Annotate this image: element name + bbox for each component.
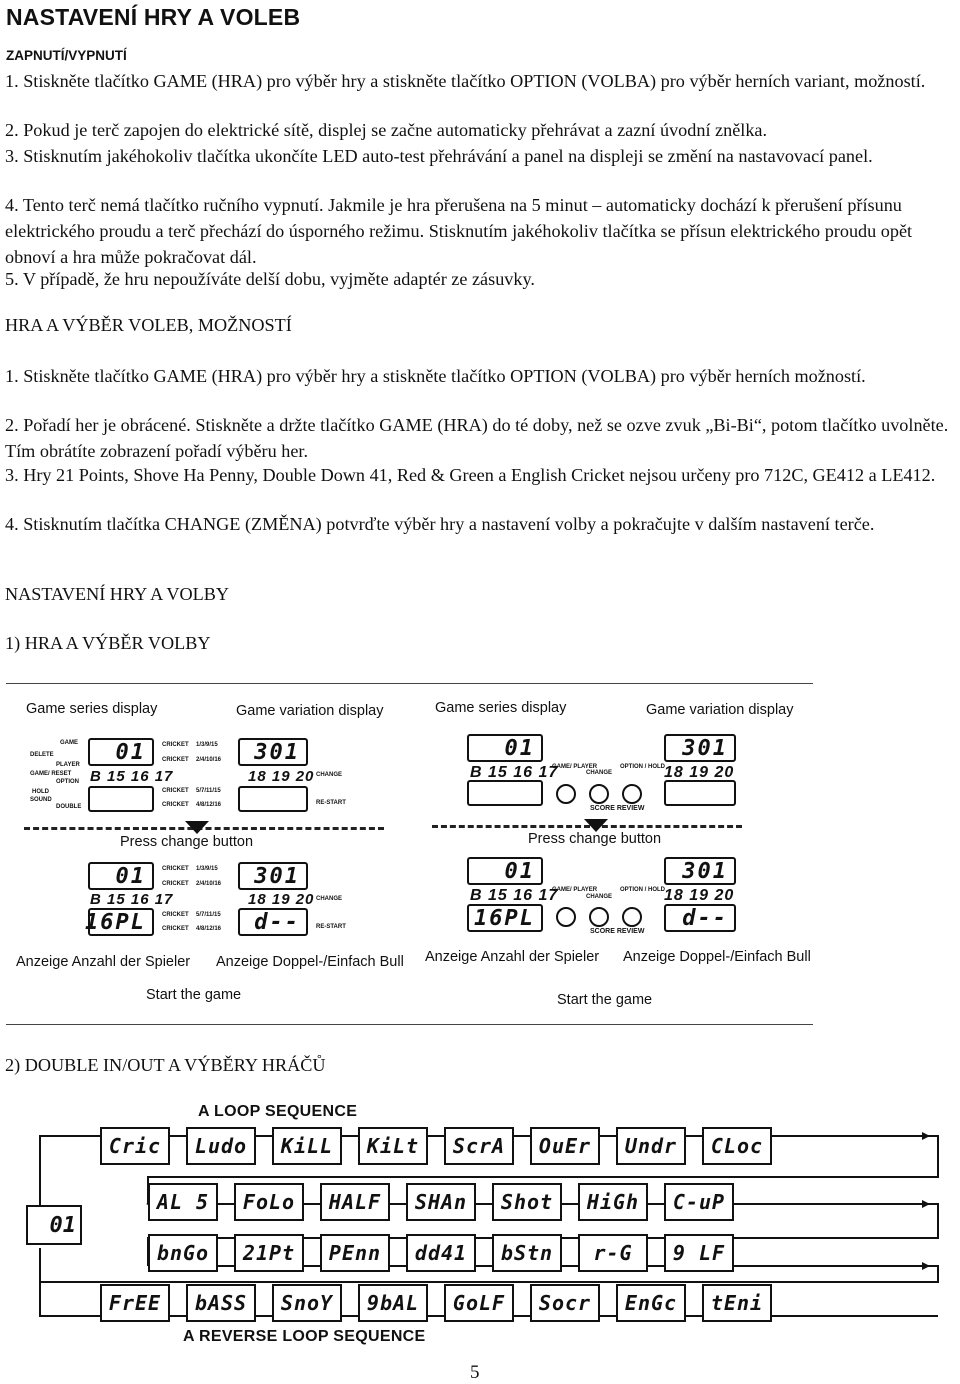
loop-display-r2-6: HiGh — [578, 1183, 648, 1221]
lcd-variation-bottom-left: 301 — [238, 862, 308, 890]
left-btn-label-option: OPTION — [56, 779, 80, 785]
loop-display-r3-2: 21Pt — [234, 1234, 304, 1272]
left-btn-label-double: DOUBLE — [56, 804, 82, 810]
game-select-heading: HRA A VÝBĚR VOLEB, MOŽNOSTÍ — [5, 315, 292, 335]
cricket-label-b4: CRICKET — [162, 926, 189, 932]
cricket-value-3: 5/7/11/15 — [196, 788, 221, 794]
left-btn-label-reset: GAME/ RESET — [30, 771, 72, 777]
loop-display-r1-3: KiLL — [272, 1127, 342, 1165]
game-player-button[interactable] — [556, 784, 576, 804]
sub-heading-2: 2) DOUBLE IN/OUT A VÝBĚRY HRÁČŮ — [5, 1055, 326, 1075]
loop-display-r3-3: PEnn — [320, 1234, 390, 1272]
dart-numbers-bottom-left: B 15 16 17 — [90, 891, 174, 908]
game-player-button-b[interactable] — [556, 907, 576, 927]
section2-heading: NASTAVENÍ HRY A VOLBY — [5, 584, 230, 604]
label-players-right: Anzeige Anzahl der Spieler — [425, 949, 600, 965]
cricket-value-2: 2/4/10/16 — [196, 757, 222, 763]
loop-display-r4-8: tEni — [702, 1284, 772, 1322]
loop-display-r1-8: CLoc — [702, 1127, 772, 1165]
on-off-item-1: 1. Stiskněte tlačítko GAME (HRA) pro výběr hry a stiskněte tlačítko OPTION (VOLBA) pro výběr herních variant, možností. — [5, 71, 926, 91]
loop-display-r1-2: Ludo — [186, 1127, 256, 1165]
label-variation-left: Game variation display — [236, 703, 384, 719]
dart-numbers-right-left: 18 19 20 — [248, 768, 315, 785]
cricket-value-b3: 5/7/11/15 — [196, 912, 221, 918]
left-restart-label-b: RE-START — [316, 924, 346, 930]
loop-display-r2-5: Shot — [492, 1183, 562, 1221]
loop-display-r1-7: Undr — [616, 1127, 686, 1165]
right-game-player-label-b: GAME/ PLAYER — [552, 887, 598, 893]
change-button-b[interactable] — [589, 907, 609, 927]
option-hold-button[interactable] — [622, 784, 642, 804]
page-title: NASTAVENÍ HRY A VOLEB — [6, 4, 301, 30]
on-off-item-5: 5. V případě, že hru nepoužíváte delší dobu, vyjměte adaptér ze zásuvky. — [5, 269, 535, 289]
left-btn-label-game: GAME — [60, 740, 78, 746]
loop-display-r4-1: FrEE — [100, 1284, 170, 1322]
dart-numbers-top-right-b: 18 19 20 — [664, 764, 735, 781]
right-game-player-label: GAME/ PLAYER — [552, 764, 598, 770]
left-btn-label-player: PLAYER — [56, 762, 80, 768]
loop-display-r2-2: FoLo — [234, 1183, 304, 1221]
cricket-value-4: 4/8/12/16 — [196, 802, 222, 808]
change-button[interactable] — [589, 784, 609, 804]
label-variation-right: Game variation display — [646, 702, 794, 718]
loop-display-r4-4: 9bAL — [358, 1284, 428, 1322]
loop-display-r4-3: SnoY — [272, 1284, 342, 1322]
label-series-left: Game series display — [26, 701, 158, 717]
loop-start-display: 01 — [26, 1205, 82, 1245]
loop-display-r3-4: dd41 — [406, 1234, 476, 1272]
score-review-label: SCORE REVIEW — [590, 805, 645, 812]
cricket-value-b4: 4/8/12/16 — [196, 926, 222, 932]
on-off-item-3: 3. Stisknutím jakéhokoliv tlačítka ukončíte LED auto-test přehrávání a panel na displeji se změní na nastavovací panel. — [5, 146, 873, 166]
cricket-label-1: CRICKET — [162, 742, 189, 748]
lcd-series-bottom-right: 01 — [467, 857, 543, 885]
loop-display-r4-7: EnGc — [616, 1284, 686, 1322]
reverse-loop-title: A REVERSE LOOP SEQUENCE — [183, 1328, 426, 1345]
lcd-empty-top-left-2 — [238, 786, 308, 812]
loop-display-r3-6: r-G — [578, 1234, 648, 1272]
label-double-right: Anzeige Doppel-/Einfach Bull — [623, 949, 811, 965]
game-select-item-3: 3. Hry 21 Points, Shove Ha Penny, Double Down 41, Red & Green a English Cricket nejsou určeny pro 712C, GE412 a LE412. — [5, 465, 936, 485]
start-game-left: Start the game — [146, 987, 242, 1003]
loop-display-r3-1: bnGo — [148, 1234, 218, 1272]
cricket-value-1: 1/3/9/15 — [196, 742, 218, 748]
lcd-players-bottom-right: 16PL — [467, 904, 543, 932]
dart-numbers-bottom-right-b: 18 19 20 — [664, 887, 735, 904]
lcd-variation-top-left: 301 — [238, 738, 308, 766]
on-off-item-4: 4. Tento terč nemá tlačítko ručního vypnutí. Jakmile je hra přerušena na 5 minut – automaticky dochází k přerušení přísunu elektrického proudu a terč přechází do úsporného režimu. Stisknutím jakéhokoliv tlačítka se přísun elektrického proudu opět obnoví a hra může pokračovat dál. — [5, 195, 913, 267]
on-off-heading: ZAPNUTÍ/VYPNUTÍ — [6, 48, 127, 63]
cricket-value-b1: 1/3/9/15 — [196, 866, 218, 872]
loop-display-r2-3: HALF — [320, 1183, 390, 1221]
left-restart-label: RE-START — [316, 800, 346, 806]
loop-display-r1-4: KiLt — [358, 1127, 428, 1165]
left-btn-label-sound: SOUND — [30, 797, 52, 803]
page-number: 5 — [470, 1362, 480, 1383]
loop-display-r1-1: Cric — [100, 1127, 170, 1165]
loop-display-r3-7: 9 LF — [664, 1234, 734, 1272]
sub-heading-1: 1) HRA A VÝBĚR VOLBY — [5, 633, 211, 653]
press-change-right: Press change button — [528, 831, 662, 847]
cricket-label-4: CRICKET — [162, 802, 189, 808]
lcd-series-top-right: 01 — [467, 734, 543, 762]
dart-numbers-bottom-right-a: B 15 16 17 — [470, 887, 559, 904]
loop-display-r3-5: bStn — [492, 1234, 562, 1272]
start-game-right: Start the game — [557, 992, 653, 1008]
loop-display-r1-5: ScrA — [444, 1127, 514, 1165]
lcd-double-bottom-left: d-- — [238, 908, 308, 936]
left-change-label: CHANGE — [316, 772, 343, 778]
loop-display-r1-6: OuEr — [530, 1127, 600, 1165]
loop-display-r2-1: AL 5 — [148, 1183, 218, 1221]
right-change-label: CHANGE — [586, 770, 613, 776]
right-option-hold-label-b: OPTION / HOLD — [620, 887, 665, 893]
option-hold-button-b[interactable] — [622, 907, 642, 927]
dart-numbers-left: B 15 16 17 — [90, 768, 174, 785]
cricket-label-b3: CRICKET — [162, 912, 189, 918]
lcd-double-bottom-right: d-- — [664, 904, 736, 932]
right-option-hold-label: OPTION / HOLD — [620, 764, 665, 770]
left-btn-label-hold: HOLD — [32, 789, 49, 795]
lcd-series-bottom-left: 01 — [88, 862, 154, 890]
on-off-item-2: 2. Pokud je terč zapojen do elektrické sítě, displej se začne automaticky přehrávat a zazní úvodní znělka. — [5, 120, 768, 140]
cricket-value-b2: 2/4/10/16 — [196, 881, 222, 887]
lcd-series-top-left: 01 — [88, 738, 154, 766]
cricket-label-b1: CRICKET — [162, 866, 189, 872]
label-players-left: Anzeige Anzahl der Spieler — [16, 954, 191, 970]
lcd-empty-top-right-2 — [664, 780, 736, 806]
loop-display-r4-5: GoLF — [444, 1284, 514, 1322]
game-select-item-4: 4. Stisknutím tlačítka CHANGE (ZMĚNA) potvrďte výběr hry a nastavení volby a pokračujte v dalším nastavení terče. — [5, 514, 875, 534]
lcd-empty-top-left — [88, 786, 154, 812]
loop-sequence-title: A LOOP SEQUENCE — [198, 1103, 358, 1120]
game-select-item-2: 2. Pořadí her je obrácené. Stiskněte a držte tlačítko GAME (HRA) do té doby, než se ozve zvuk „Bi-Bi“, potom tlačítko uvolněte. Tím obrátíte zobrazení pořadí výběru her. — [5, 415, 949, 461]
down-arrow-icon — [185, 821, 209, 834]
game-select-item-1: 1. Stiskněte tlačítko GAME (HRA) pro výběr hry a stiskněte tlačítko OPTION (VOLBA) pro výběr herních možností. — [5, 366, 866, 386]
lcd-players-bottom-left: 16PL — [88, 908, 154, 936]
press-change-left: Press change button — [120, 834, 254, 850]
loop-display-r2-4: SHAn — [406, 1183, 476, 1221]
dart-numbers-top-right-a: B 15 16 17 — [470, 764, 559, 781]
lcd-variation-bottom-right: 301 — [664, 857, 736, 885]
left-change-label-b: CHANGE — [316, 896, 343, 902]
loop-display-r4-6: Socr — [530, 1284, 600, 1322]
cricket-label-b2: CRICKET — [162, 881, 189, 887]
cricket-label-2: CRICKET — [162, 757, 189, 763]
label-series-right: Game series display — [435, 700, 567, 716]
score-review-label-b: SCORE REVIEW — [590, 928, 645, 935]
dart-numbers-bottom-left-b: 18 19 20 — [248, 891, 315, 908]
cricket-label-3: CRICKET — [162, 788, 189, 794]
loop-display-r2-7: C-uP — [664, 1183, 734, 1221]
right-change-label-b: CHANGE — [586, 894, 613, 900]
left-btn-label-delete: DELETE — [30, 752, 54, 758]
label-double-left: Anzeige Doppel-/Einfach Bull — [216, 954, 404, 970]
lcd-variation-top-right: 301 — [664, 734, 736, 762]
loop-display-r4-2: bASS — [186, 1284, 256, 1322]
lcd-empty-top-right — [467, 780, 543, 806]
